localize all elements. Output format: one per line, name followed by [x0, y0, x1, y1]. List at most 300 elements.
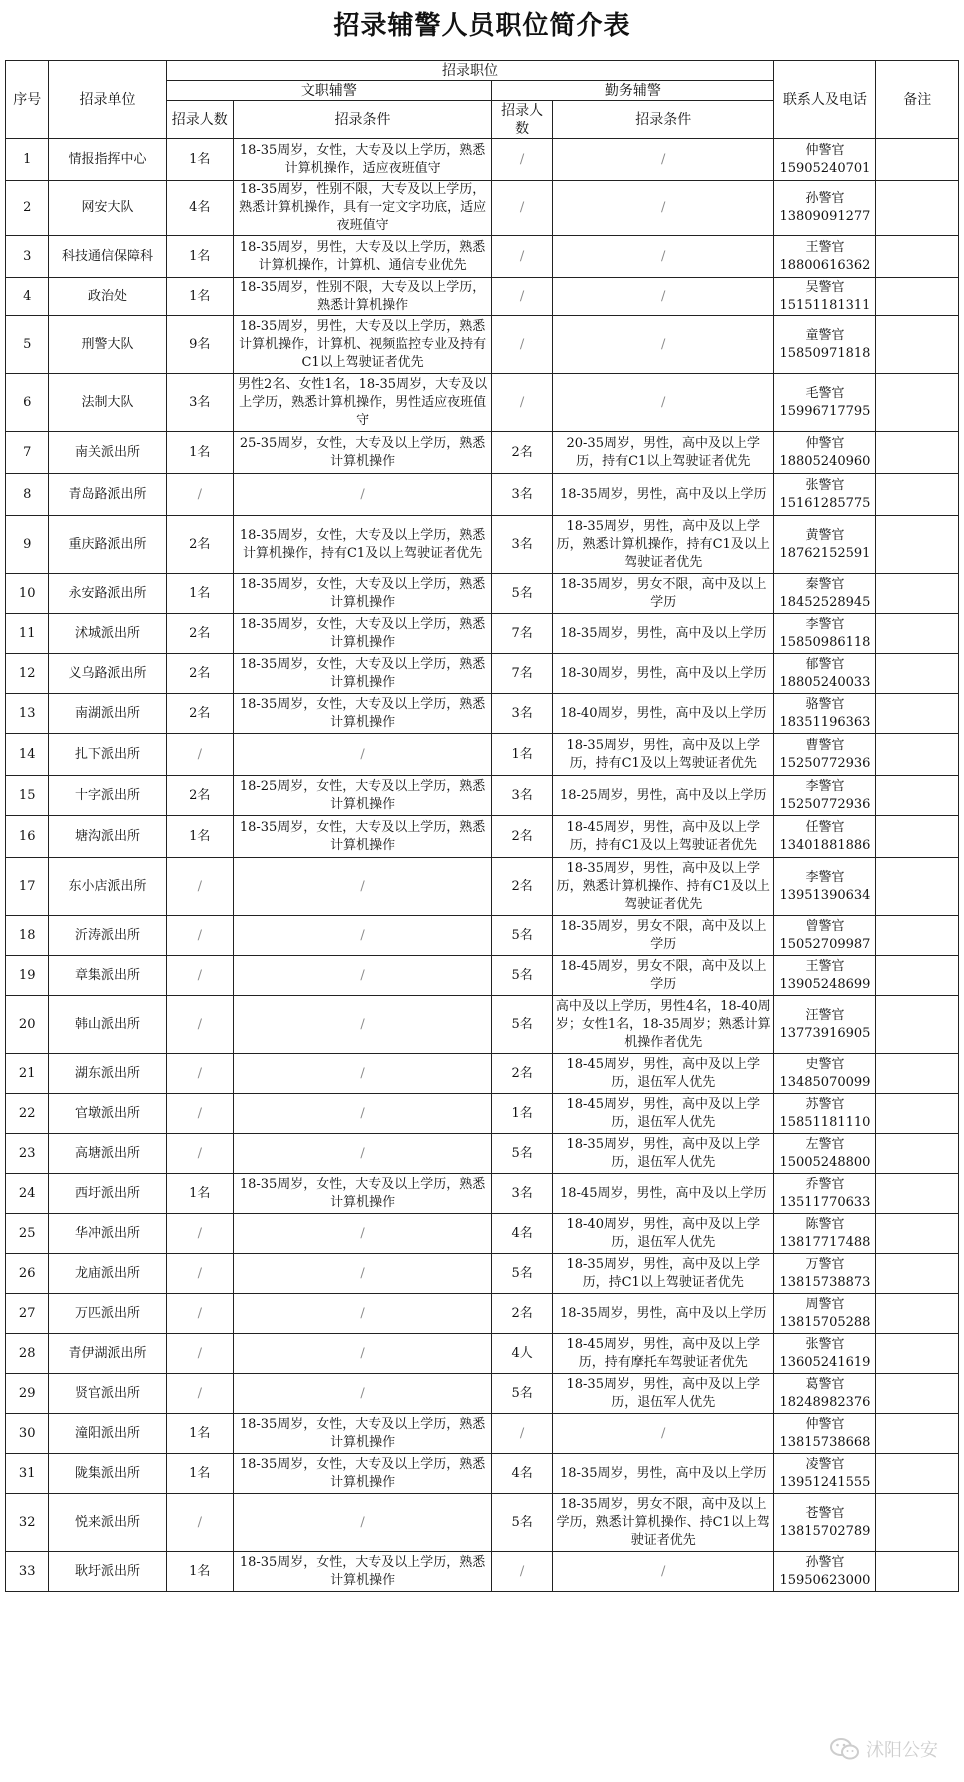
row-number: 14 — [6, 734, 49, 776]
unit-name: 青伊湖派出所 — [49, 1334, 166, 1374]
unit-name: 永安路派出所 — [49, 574, 166, 614]
service-conditions: / — [553, 1552, 774, 1592]
service-conditions: / — [553, 1414, 774, 1454]
service-count: 3名 — [492, 1174, 553, 1214]
civil-conditions: / — [233, 1494, 491, 1552]
unit-name: 法制大队 — [49, 374, 166, 432]
service-conditions: 高中及以上学历，男性4名，18-40周岁；女性1名，18-35周岁；熟悉计算机操作者优先 — [553, 996, 774, 1054]
contact-cell — [774, 181, 876, 236]
civil-count: 2名 — [166, 654, 233, 694]
service-conditions: 18-45周岁，男性，高中及以上学历，持有C1及以上驾驶证者优先 — [553, 816, 774, 858]
service-conditions: 18-35周岁，男性，高中及以上学历，持C1以上驾驶证者优先 — [553, 1254, 774, 1294]
service-count: 1名 — [492, 734, 553, 776]
contact-phone: 15851181110 — [779, 1114, 871, 1130]
civil-conditions: 18-35周岁，女性，大专及以上学历，熟悉计算机操作 — [233, 1552, 491, 1592]
contact-name: 黄警官 — [805, 527, 845, 543]
unit-name: 湖东派出所 — [49, 1054, 166, 1094]
row-number: 29 — [6, 1374, 49, 1414]
table-row — [6, 858, 959, 916]
contact-name: 孙警官 — [805, 191, 845, 206]
civil-count: / — [166, 1494, 233, 1552]
service-conditions: 18-35周岁，男性，高中及以上学历，熟悉计算机操作，持有C1及以上驾驶证者优先 — [553, 516, 774, 574]
row-number: 1 — [6, 139, 49, 181]
civil-count: / — [166, 996, 233, 1054]
contact-phone: 13815705288 — [779, 1314, 871, 1330]
unit-name: 科技通信保障科 — [49, 236, 166, 278]
contact-name: 仲警官 — [805, 435, 845, 451]
service-conditions: 18-45周岁，男性，高中及以上学历，持有摩托车驾驶证者优先 — [553, 1334, 774, 1374]
civil-count: / — [166, 1054, 233, 1094]
contact-phone: 15052709987 — [779, 936, 871, 952]
civil-count: 1名 — [166, 574, 233, 614]
table-row — [6, 1334, 959, 1374]
table-row — [6, 181, 959, 236]
civil-count: / — [166, 1214, 233, 1254]
contact-phone: 13815702789 — [779, 1523, 871, 1539]
table-row — [6, 236, 959, 278]
remark-cell — [876, 316, 959, 374]
unit-name: 悦来派出所 — [49, 1494, 166, 1552]
civil-conditions: 18-35周岁，女性，大专及以上学历，熟悉计算机操作 — [233, 694, 491, 734]
service-conditions: 18-35周岁，男性，高中及以上学历，退伍军人优先 — [553, 1134, 774, 1174]
service-count: 3名 — [492, 776, 553, 816]
contact-phone: 13605241619 — [779, 1354, 871, 1370]
table-row — [6, 776, 959, 816]
civil-conditions: 18-35周岁，女性，大专及以上学历，熟悉计算机操作 — [233, 654, 491, 694]
service-count: 2名 — [492, 1054, 553, 1094]
contact-name: 仲警官 — [805, 142, 845, 158]
civil-conditions: 18-35周岁，女性，大专及以上学历，熟悉计算机操作 — [233, 614, 491, 654]
civil-count: / — [166, 916, 233, 956]
row-number: 12 — [6, 654, 49, 694]
contact-phone: 13815738873 — [779, 1274, 871, 1290]
contact-name: 仲警官 — [805, 1416, 845, 1432]
table-row — [6, 916, 959, 956]
remark-cell — [876, 1254, 959, 1294]
row-number: 24 — [6, 1174, 49, 1214]
contact-name: 苍警官 — [805, 1505, 845, 1521]
civil-count: 1名 — [166, 139, 233, 181]
civil-count: / — [166, 1254, 233, 1294]
contact-phone: 18805240033 — [779, 674, 871, 690]
unit-name: 青岛路派出所 — [49, 474, 166, 516]
table-row — [6, 996, 959, 1054]
civil-conditions: / — [233, 996, 491, 1054]
service-conditions: 18-45周岁，男女不限，高中及以上学历 — [553, 956, 774, 996]
contact-phone: 15250772936 — [779, 755, 871, 771]
service-count: 3名 — [492, 474, 553, 516]
service-conditions: 20-35周岁，男性，高中及以上学历，持有C1以上驾驶证者优先 — [553, 432, 774, 474]
contact-cell — [774, 1174, 876, 1214]
civil-count: 1名 — [166, 816, 233, 858]
contact-name: 史警官 — [805, 1056, 845, 1072]
contact-phone: 15250772936 — [779, 796, 871, 812]
contact-phone: 13511770633 — [779, 1194, 871, 1210]
contact-cell — [774, 956, 876, 996]
remark-cell — [876, 1174, 959, 1214]
unit-name: 扎下派出所 — [49, 734, 166, 776]
civil-count: 2名 — [166, 694, 233, 734]
remark-cell — [876, 654, 959, 694]
table-row — [6, 1054, 959, 1094]
recruitment-table — [5, 60, 959, 1592]
service-conditions: 18-35周岁，男性，高中及以上学历 — [553, 614, 774, 654]
contact-name: 陈警官 — [805, 1216, 845, 1232]
service-conditions: / — [553, 374, 774, 432]
table-row — [6, 734, 959, 776]
contact-phone: 13815738668 — [779, 1434, 871, 1450]
service-count: 5名 — [492, 916, 553, 956]
civil-conditions: / — [233, 1094, 491, 1134]
service-count: 5名 — [492, 1374, 553, 1414]
service-count: 2名 — [492, 432, 553, 474]
remark-cell — [876, 278, 959, 316]
service-count: 5名 — [492, 1134, 553, 1174]
service-conditions: 18-45周岁，男性，高中及以上学历，退伍军人优先 — [553, 1054, 774, 1094]
table-row — [6, 1454, 959, 1494]
watermark-text: 沭阳公安 — [866, 1740, 938, 1761]
contact-cell — [774, 916, 876, 956]
remark-cell — [876, 614, 959, 654]
service-count: 5名 — [492, 996, 553, 1054]
unit-name: 官墩派出所 — [49, 1094, 166, 1134]
row-number: 33 — [6, 1552, 49, 1592]
service-conditions: / — [553, 181, 774, 236]
unit-name: 陇集派出所 — [49, 1454, 166, 1494]
civil-conditions: 18-35周岁，性别不限，大专及以上学历，熟悉计算机操作，具有一定文字功底，适应夜班值守 — [233, 181, 491, 236]
service-conditions: 18-35周岁，男女不限，高中及以上学历，熟悉计算机操作、持C1以上驾驶证者优先 — [553, 1494, 774, 1552]
header-contact: 联系人及电话 — [774, 61, 876, 139]
table-row — [6, 1214, 959, 1254]
service-count: / — [492, 139, 553, 181]
remark-cell — [876, 1214, 959, 1254]
header-service-conditions: 招录条件 — [553, 101, 774, 139]
remark-cell — [876, 1414, 959, 1454]
service-count: / — [492, 1552, 553, 1592]
civil-count: / — [166, 1094, 233, 1134]
header-civil-count: 招录人数 — [166, 101, 233, 139]
unit-name: 韩山派出所 — [49, 996, 166, 1054]
unit-name: 刑警大队 — [49, 316, 166, 374]
contact-phone: 18452528945 — [779, 594, 871, 610]
contact-name: 骆警官 — [805, 696, 845, 712]
contact-cell — [774, 1454, 876, 1494]
contact-name: 任警官 — [805, 819, 845, 835]
header-service: 勤务辅警 — [492, 81, 774, 101]
remark-cell — [876, 1552, 959, 1592]
civil-count: / — [166, 474, 233, 516]
unit-name: 东小店派出所 — [49, 858, 166, 916]
service-count: / — [492, 236, 553, 278]
contact-name: 李警官 — [805, 616, 845, 632]
contact-name: 吴警官 — [805, 279, 845, 295]
remark-cell — [876, 139, 959, 181]
contact-cell — [774, 574, 876, 614]
remark-cell — [876, 374, 959, 432]
contact-cell — [774, 432, 876, 474]
service-conditions: / — [553, 236, 774, 278]
unit-name: 沂涛派出所 — [49, 916, 166, 956]
row-number: 27 — [6, 1294, 49, 1334]
contact-phone: 13401881886 — [779, 837, 871, 853]
unit-name: 贤官派出所 — [49, 1374, 166, 1414]
row-number: 4 — [6, 278, 49, 316]
civil-conditions: 18-35周岁，女性，大专及以上学历，熟悉计算机操作 — [233, 816, 491, 858]
row-number: 6 — [6, 374, 49, 432]
service-count: 2名 — [492, 1294, 553, 1334]
civil-conditions: / — [233, 956, 491, 996]
remark-cell — [876, 996, 959, 1054]
row-number: 26 — [6, 1254, 49, 1294]
contact-cell — [774, 1134, 876, 1174]
remark-cell — [876, 776, 959, 816]
contact-cell — [774, 996, 876, 1054]
table-body — [6, 139, 959, 1592]
service-count: / — [492, 1414, 553, 1454]
unit-name: 情报指挥中心 — [49, 139, 166, 181]
civil-conditions: / — [233, 916, 491, 956]
contact-name: 苏警官 — [805, 1096, 845, 1112]
header-service-count: 招录人数 — [492, 101, 553, 139]
service-conditions: 18-35周岁，男性，高中及以上学历，熟悉计算机操作、持有C1及以上驾驶证者优先 — [553, 858, 774, 916]
remark-cell — [876, 516, 959, 574]
contact-name: 张警官 — [805, 1336, 845, 1352]
contact-cell — [774, 1494, 876, 1552]
remark-cell — [876, 432, 959, 474]
contact-phone: 13905248699 — [779, 976, 871, 992]
row-number: 9 — [6, 516, 49, 574]
table-row — [6, 278, 959, 316]
service-count: 3名 — [492, 694, 553, 734]
civil-count: / — [166, 1334, 233, 1374]
row-number: 18 — [6, 916, 49, 956]
contact-cell — [774, 1094, 876, 1134]
contact-cell — [774, 1552, 876, 1592]
service-count: 5名 — [492, 574, 553, 614]
row-number: 23 — [6, 1134, 49, 1174]
unit-name: 网安大队 — [49, 181, 166, 236]
contact-cell — [774, 1294, 876, 1334]
remark-cell — [876, 1134, 959, 1174]
civil-conditions: / — [233, 1054, 491, 1094]
civil-conditions: 18-35周岁，男性，大专及以上学历，熟悉计算机操作，计算机、通信专业优先 — [233, 236, 491, 278]
contact-phone: 13773916905 — [779, 1025, 871, 1041]
contact-cell — [774, 858, 876, 916]
table-row — [6, 374, 959, 432]
service-conditions: 18-45周岁，男性，高中及以上学历，退伍军人优先 — [553, 1094, 774, 1134]
contact-cell — [774, 734, 876, 776]
unit-name: 西圩派出所 — [49, 1174, 166, 1214]
remark-cell — [876, 236, 959, 278]
contact-name: 万警官 — [805, 1256, 845, 1272]
service-conditions: 18-30周岁，男性，高中及以上学历 — [553, 654, 774, 694]
table-row — [6, 956, 959, 996]
civil-conditions: 18-35周岁，男性，大专及以上学历，熟悉计算机操作，计算机、视频监控专业及持有C1以上驾驶证者优先 — [233, 316, 491, 374]
service-count: 1名 — [492, 1094, 553, 1134]
header-civil-conditions: 招录条件 — [233, 101, 491, 139]
service-count: 5名 — [492, 1254, 553, 1294]
service-count: 3名 — [492, 516, 553, 574]
wechat-icon — [830, 1737, 860, 1761]
remark-cell — [876, 181, 959, 236]
contact-name: 葛警官 — [805, 1376, 845, 1392]
table-row — [6, 1294, 959, 1334]
unit-name: 南湖派出所 — [49, 694, 166, 734]
page-title: 招录辅警人员职位简介表 — [333, 11, 631, 41]
contact-name: 左警官 — [805, 1136, 845, 1152]
civil-count: 1名 — [166, 1414, 233, 1454]
unit-name: 塘沟派出所 — [49, 816, 166, 858]
remark-cell — [876, 1054, 959, 1094]
watermark — [830, 1736, 938, 1762]
table-row — [6, 1094, 959, 1134]
remark-cell — [876, 1494, 959, 1552]
service-conditions: 18-35周岁，男性，高中及以上学历，退伍军人优先 — [553, 1374, 774, 1414]
civil-conditions: 18-35周岁，性别不限，大专及以上学历，熟悉计算机操作 — [233, 278, 491, 316]
table-row — [6, 516, 959, 574]
civil-conditions: / — [233, 1214, 491, 1254]
service-conditions: 18-40周岁，男性，高中及以上学历 — [553, 694, 774, 734]
row-number: 20 — [6, 996, 49, 1054]
civil-count: 1名 — [166, 432, 233, 474]
contact-cell — [774, 374, 876, 432]
unit-name: 华冲派出所 — [49, 1214, 166, 1254]
service-conditions: 18-35周岁，男女不限，高中及以上学历 — [553, 916, 774, 956]
row-number: 21 — [6, 1054, 49, 1094]
civil-count: 4名 — [166, 181, 233, 236]
table-row — [6, 316, 959, 374]
table-row — [6, 614, 959, 654]
contact-cell — [774, 694, 876, 734]
service-count: 7名 — [492, 654, 553, 694]
contact-name: 乔警官 — [805, 1176, 845, 1192]
contact-name: 凌警官 — [805, 1456, 845, 1472]
contact-name: 汪警官 — [805, 1007, 845, 1023]
remark-cell — [876, 916, 959, 956]
contact-cell — [774, 316, 876, 374]
table-row — [6, 1254, 959, 1294]
civil-count: / — [166, 956, 233, 996]
contact-cell — [774, 139, 876, 181]
service-conditions: / — [553, 278, 774, 316]
row-number: 31 — [6, 1454, 49, 1494]
unit-name: 政治处 — [49, 278, 166, 316]
header-civil: 文职辅警 — [166, 81, 492, 101]
contact-cell — [774, 474, 876, 516]
contact-cell — [774, 1334, 876, 1374]
table-row — [6, 816, 959, 858]
contact-name: 孙警官 — [805, 1554, 845, 1570]
contact-phone: 13485070099 — [779, 1074, 871, 1090]
service-conditions: 18-45周岁，男性，高中及以上学历 — [553, 1174, 774, 1214]
remark-cell — [876, 694, 959, 734]
contact-name: 李警官 — [805, 778, 845, 794]
table-row — [6, 654, 959, 694]
contact-cell — [774, 1214, 876, 1254]
contact-name: 王警官 — [805, 239, 845, 255]
unit-name: 南关派出所 — [49, 432, 166, 474]
remark-cell — [876, 574, 959, 614]
civil-count: 1名 — [166, 236, 233, 278]
contact-cell — [774, 1054, 876, 1094]
civil-count: 9名 — [166, 316, 233, 374]
row-number: 11 — [6, 614, 49, 654]
contact-name: 曹警官 — [805, 737, 845, 753]
civil-count: 1名 — [166, 1174, 233, 1214]
civil-count: / — [166, 1374, 233, 1414]
civil-conditions: / — [233, 1294, 491, 1334]
contact-phone: 15005248800 — [779, 1154, 871, 1170]
unit-name: 重庆路派出所 — [49, 516, 166, 574]
civil-conditions: / — [233, 1374, 491, 1414]
contact-name: 秦警官 — [805, 576, 845, 592]
civil-conditions: / — [233, 1254, 491, 1294]
unit-name: 耿圩派出所 — [49, 1552, 166, 1592]
table-row — [6, 1174, 959, 1214]
row-number: 15 — [6, 776, 49, 816]
header-remark: 备注 — [876, 61, 959, 139]
service-conditions: 18-35周岁，男性，高中及以上学历 — [553, 474, 774, 516]
civil-count: 1名 — [166, 278, 233, 316]
contact-name: 张警官 — [805, 477, 845, 493]
civil-conditions: 18-35周岁，女性，大专及以上学历，熟悉计算机操作，适应夜班值守 — [233, 139, 491, 181]
row-number: 30 — [6, 1414, 49, 1454]
service-count: 4人 — [492, 1334, 553, 1374]
civil-conditions: 18-25周岁，女性，大专及以上学历，熟悉计算机操作 — [233, 776, 491, 816]
civil-conditions: 18-35周岁，女性，大专及以上学历，熟悉计算机操作 — [233, 1414, 491, 1454]
unit-name: 十字派出所 — [49, 776, 166, 816]
service-conditions: / — [553, 139, 774, 181]
row-number: 17 — [6, 858, 49, 916]
service-count: 5名 — [492, 956, 553, 996]
service-count: / — [492, 374, 553, 432]
service-conditions: / — [553, 316, 774, 374]
header-positions: 招录职位 — [166, 61, 774, 81]
table-row — [6, 694, 959, 734]
row-number: 19 — [6, 956, 49, 996]
service-conditions: 18-35周岁，男性，高中及以上学历 — [553, 1454, 774, 1494]
civil-conditions: 25-35周岁，女性，大专及以上学历，熟悉计算机操作 — [233, 432, 491, 474]
service-count: 5名 — [492, 1494, 553, 1552]
contact-phone: 13951390634 — [779, 887, 871, 903]
table-row — [6, 574, 959, 614]
remark-cell — [876, 474, 959, 516]
contact-phone: 15161285775 — [779, 495, 871, 511]
contact-cell — [774, 614, 876, 654]
contact-phone: 13809091277 — [779, 209, 871, 224]
remark-cell — [876, 816, 959, 858]
table-row — [6, 139, 959, 181]
service-count: 2名 — [492, 816, 553, 858]
row-number: 28 — [6, 1334, 49, 1374]
contact-phone: 15996717795 — [779, 403, 871, 419]
contact-phone: 15151181311 — [779, 297, 871, 313]
service-count: 2名 — [492, 858, 553, 916]
unit-name: 章集派出所 — [49, 956, 166, 996]
remark-cell — [876, 1454, 959, 1494]
civil-conditions: 18-35周岁，女性，大专及以上学历，熟悉计算机操作，持有C1及以上驾驶证者优先 — [233, 516, 491, 574]
table-row — [6, 1552, 959, 1592]
contact-phone: 15950623000 — [779, 1572, 871, 1588]
civil-conditions: 18-35周岁，女性，大专及以上学历，熟悉计算机操作 — [233, 1454, 491, 1494]
row-number: 16 — [6, 816, 49, 858]
contact-phone: 18248982376 — [779, 1394, 871, 1410]
civil-count: 2名 — [166, 776, 233, 816]
contact-phone: 18762152591 — [779, 545, 871, 561]
service-conditions: 18-35周岁，男性，高中及以上学历 — [553, 1294, 774, 1334]
row-number: 22 — [6, 1094, 49, 1134]
contact-phone: 15850986118 — [779, 634, 871, 650]
